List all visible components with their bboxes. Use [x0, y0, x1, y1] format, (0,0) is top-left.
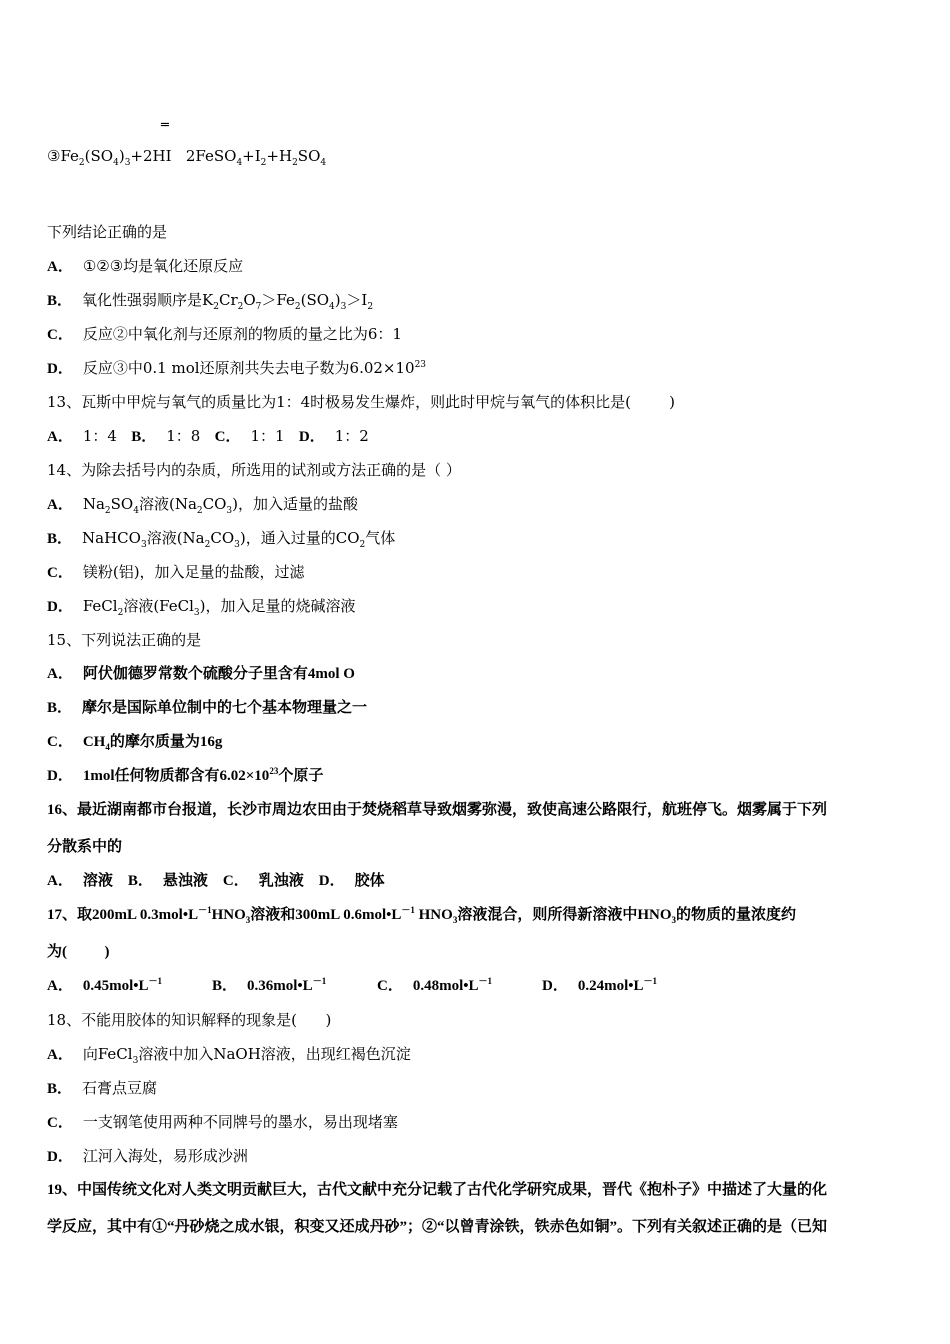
- q12-stem: 下列结论正确的是: [47, 223, 168, 241]
- q18-option-d: D． 江河入海处，易形成沙洲: [47, 1147, 248, 1165]
- q12-option-d: D． 反应③中0.1 mol还原剂共失去电子数为$6.02\times 10^{23}$: [47, 359, 427, 377]
- q14-option-c: C． 镁粉(铝)，加入足量的盐酸，过滤: [47, 563, 305, 581]
- q14-option-a: A． $Na_2SO_4$溶液$(Na_2CO_3)$，加入适量的盐酸: [47, 495, 358, 516]
- q12-option-a: A． ①②③均是氧化还原反应: [47, 257, 244, 275]
- q19-stem-line1: 19、中国传统文化对人类文明贡献巨大，古代文献中充分记载了古代化学研究成果，晋代《抱朴子》中描述了大量的化: [47, 1182, 828, 1198]
- q14-option-d: D． FeCl$_2$溶液(FeCl$_3$)，加入足量的烧碱溶液: [47, 597, 356, 618]
- q15-option-c: C． $CH_4$的摩尔质量为16g: [47, 734, 223, 752]
- q17-options: A． $0.45mol•L^{-1}$ B． $0.36mol•L^{-1}$ C． $0.48mol•L^{-1}$ D． $0.24mol•L^{-1}$: [47, 976, 658, 994]
- q14-option-b: B． NaHCO$_3$溶液$(Na_2CO_3)$，通入过量的$CO_2$气体: [47, 529, 396, 550]
- q19-stem-line2: 学反应，其中有①“丹砂烧之成水银，积变又还成丹砂”；②“以曾青涂铁，铁赤色如铜”。下列有关叙述正确的是（已知: [47, 1219, 828, 1235]
- q18-option-c: C． 一支钢笔使用两种不同牌号的墨水，易出现堵塞: [47, 1113, 398, 1131]
- q16-stem-line1: 16、最近湖南都市台报道，长沙市周边农田由于焚烧稻草导致烟雾弥漫，致使高速公路限行，航班停飞。烟雾属于下列: [47, 802, 828, 818]
- q15-option-d: D． 1mol任何物质都含有$6.02\times 10^{23}$个原子: [47, 766, 324, 784]
- q17-stem-line1: 17、取200mL $0.3mol•L^{-1}HNO_3$溶液和300mL $0.6mol•L^{-1}$ $HNO_3$溶液混合，则所得新溶液中$HNO_3$的物质的量浓度约: [47, 905, 796, 925]
- q15-stem: 15、下列说法正确的是: [47, 631, 202, 649]
- q13-stem: 13、瓦斯中甲烷与氧气的质量比为1：4时极易发生爆炸，则此时甲烷与氧气的体积比是( ): [47, 393, 676, 411]
- q18-stem: 18、不能用胶体的知识解释的现象是( ): [47, 1011, 332, 1029]
- q13-options: A． 1：4 B． 1：8 C． 1：1 D． 1：2: [47, 427, 369, 445]
- q12-option-c: C． 反应②中氧化剂与还原剂的物质的量之比为6：1: [47, 325, 402, 343]
- q12-option-b: B． 氧化性强弱顺序是$K_2Cr_2O_7>Fe_2(SO_4)_3>I_2$: [47, 291, 374, 312]
- reaction-3: $③Fe_2(SO_4)_3+2HI$ $2FeSO_4+I_2+H_2SO_4$: [47, 147, 327, 168]
- q15-option-b: B． 摩尔是国际单位制中的七个基本物理量之一: [47, 700, 368, 716]
- q14-stem: 14、为除去括号内的杂质，所选用的试剂或方法正确的是（ ）: [47, 461, 461, 479]
- q18-option-b: B． 石膏点豆腐: [47, 1079, 158, 1097]
- q15-option-a: A． 阿伏伽德罗常数个硫酸分子里含有4mol O: [47, 666, 355, 682]
- equation-sign: ═: [161, 118, 169, 133]
- q18-option-a: A． 向FeCl$_3$溶液中加入NaOH溶液，出现红褐色沉淀: [47, 1045, 411, 1066]
- q16-stem-line2: 分散系中的: [47, 839, 123, 855]
- q17-stem-line2: 为( ): [47, 944, 110, 960]
- q16-options: A． 溶液 B． 悬浊液 C． 乳浊液 D． 胶体: [47, 873, 385, 889]
